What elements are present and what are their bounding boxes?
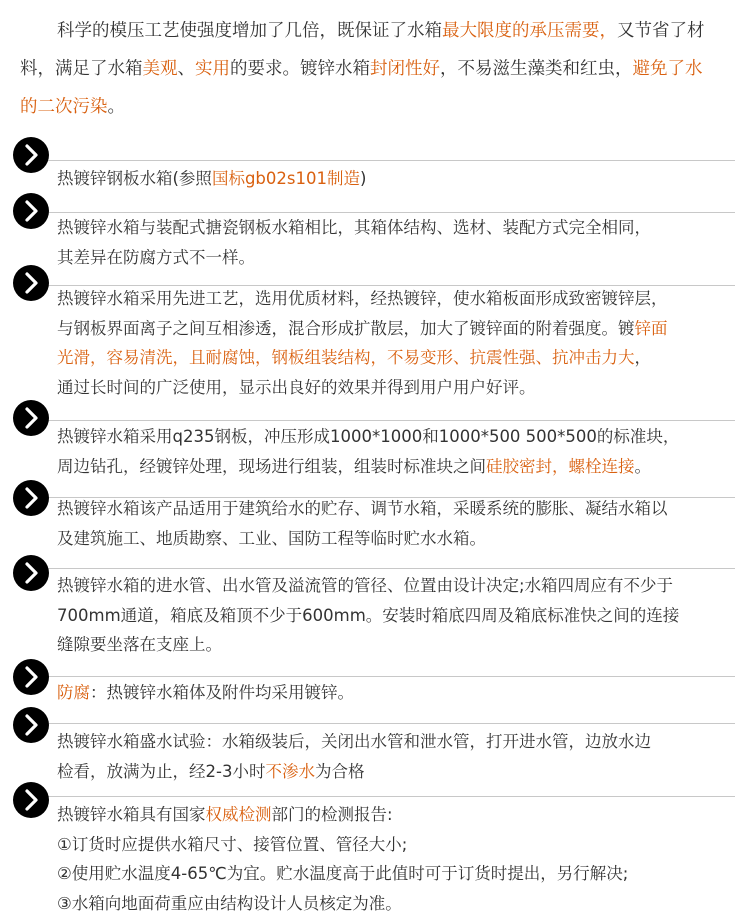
- text-segment: 其差异在防腐方式不一样。: [57, 247, 255, 267]
- chevron-right-icon: [13, 193, 49, 229]
- text-segment: 缝隙要坐落在支座上。: [57, 635, 222, 654]
- text-segment: 及建筑施工、地质勘察、工业、国防工程等临时贮水水箱。: [57, 528, 486, 548]
- text-segment: ：热镀锌水箱体及附件均采用镀锌。: [90, 683, 354, 702]
- text-line: [20, 50, 732, 88]
- divider: [34, 676, 735, 677]
- text-segment: ，: [634, 348, 651, 367]
- text-segment: 科学的模压工艺使强度增加了几倍，既保证了水箱: [57, 21, 442, 41]
- chevron-right-icon: [13, 555, 49, 591]
- feature-text: [57, 164, 366, 194]
- text-line: [57, 601, 679, 631]
- text-segment: 又节省了材: [617, 21, 705, 41]
- text-line: [20, 88, 732, 126]
- divider: [34, 420, 735, 421]
- text-segment: 热镀锌水箱采用先进工艺，选用优质材料，经热镀锌，使水箱板面形成致密镀锌层，: [57, 289, 668, 308]
- text-segment: 与钢板界面离子之间互相渗透，混合形成扩散层，加大了镀锌面的附着强度。镀: [57, 318, 635, 338]
- text-segment: 检看，放满为止，经2-3小时: [57, 761, 266, 781]
- highlighted-text: 权威检测: [205, 805, 272, 824]
- text-segment: 料，满足了水箱: [20, 59, 143, 79]
- text-line: [57, 630, 679, 660]
- text-line: [57, 727, 651, 757]
- text-segment: 为合格: [314, 761, 365, 781]
- text-line: [57, 889, 628, 919]
- text-segment: 热镀锌水箱具有国家: [57, 805, 206, 824]
- text-line: [57, 284, 668, 314]
- text-segment: ): [359, 169, 367, 188]
- text-segment: 、: [177, 59, 195, 79]
- text-line: [20, 12, 732, 50]
- text-segment: 热镀锌水箱该产品适用于建筑给水的贮存、调节水箱，采暖系统的膨胀、凝结水箱以: [57, 499, 668, 518]
- text-segment: ，不易滋生藻类和红虫，: [440, 59, 633, 79]
- feature-text: [57, 213, 651, 272]
- feature-text: [57, 494, 668, 553]
- feature-text: [57, 284, 668, 402]
- text-line: [57, 494, 668, 524]
- highlighted-text: 不渗水: [265, 761, 315, 781]
- text-segment: 热镀锌钢板水箱(参照: [57, 169, 212, 188]
- text-line: [57, 452, 679, 482]
- text-segment: ③水箱向地面荷重应由结构设计人员核定为准。: [57, 893, 402, 913]
- divider: [34, 160, 735, 161]
- text-line: [57, 800, 628, 830]
- feature-text: [57, 571, 679, 660]
- text-segment: 热镀锌水箱的进水管、出水管及溢流管的管径、位置由设计决定;水箱四周应有不少于: [57, 576, 674, 595]
- text-segment: ②使用贮水温度4-65℃为宜。贮水温度高于此值时可于订货时提出，另行解决;: [57, 864, 629, 883]
- chevron-right-icon: [13, 400, 49, 436]
- text-line: [57, 213, 651, 243]
- highlighted-text: 防腐: [57, 683, 90, 702]
- chevron-right-icon: [13, 137, 49, 173]
- highlighted-text: 国标gb02s101制造: [211, 169, 360, 188]
- text-line: [57, 164, 366, 194]
- text-segment: 热镀锌水箱与装配式搪瓷钢板水箱相比，其箱体结构、选材、装配方式完全相同，: [57, 218, 651, 237]
- text-segment: 700mm通道，箱底及箱顶不少于600mm。安装时箱底四周及箱底标准快之间的连接: [57, 605, 680, 625]
- text-segment: 热镀锌水箱盛水试验：水箱级装后，关闭出水管和泄水管，打开进水管，边放水边: [57, 732, 651, 751]
- text-segment: 部门的检测报告:: [271, 805, 393, 824]
- text-line: [57, 314, 668, 344]
- text-segment: 。: [634, 456, 651, 476]
- text-segment: 通过长时间的广泛使用，显示出良好的效果并得到用户用户好评。: [57, 377, 536, 397]
- highlighted-text: 最大限度的承压需要，: [442, 21, 617, 41]
- text-line: [57, 678, 354, 708]
- text-line: [57, 757, 651, 787]
- chevron-right-icon: [13, 265, 49, 301]
- text-segment: 的要求。镀锌水箱: [230, 59, 370, 79]
- feature-text: [57, 727, 651, 786]
- chevron-right-icon: [13, 659, 49, 695]
- text-line: [57, 373, 668, 403]
- highlighted-text: 光滑，容易清洗，且耐腐蚀，钢板组装结构，不易变形、抗震性强、抗冲击力大: [57, 348, 635, 367]
- highlighted-text: 避免了水: [632, 59, 703, 79]
- feature-text: [57, 422, 679, 481]
- text-line: [57, 859, 628, 889]
- intro-paragraph: [20, 12, 732, 126]
- highlighted-text: 的二次污染: [20, 97, 108, 117]
- text-line: [57, 343, 668, 373]
- chevron-right-icon: [13, 480, 49, 516]
- divider: [34, 723, 735, 724]
- text-segment: ①订货时应提供水箱尺寸、接管位置、管径大小;: [57, 834, 408, 854]
- text-line: [57, 830, 628, 860]
- divider: [34, 796, 735, 797]
- chevron-right-icon: [13, 707, 49, 743]
- chevron-right-icon: [13, 782, 49, 818]
- feature-text: [57, 678, 354, 708]
- divider: [34, 568, 735, 569]
- text-segment: 热镀锌水箱采用q235钢板，冲压形成1000*1000和1000*500 500*500的标准块，: [57, 427, 680, 446]
- text-segment: 。: [107, 97, 125, 117]
- text-line: [57, 243, 651, 273]
- highlighted-text: 硅胶密封，螺栓连接: [486, 456, 635, 476]
- highlighted-text: 实用: [195, 59, 230, 79]
- text-line: [57, 571, 679, 601]
- highlighted-text: 锌面: [634, 318, 668, 338]
- highlighted-text: 美观: [142, 59, 178, 79]
- text-line: [57, 524, 668, 554]
- text-segment: 周边钻孔，经镀锌处理，现场进行组装，组装时标准块之间: [57, 456, 486, 476]
- highlighted-text: 封闭性好: [370, 59, 440, 79]
- feature-text: [57, 800, 628, 918]
- text-line: [57, 422, 679, 452]
